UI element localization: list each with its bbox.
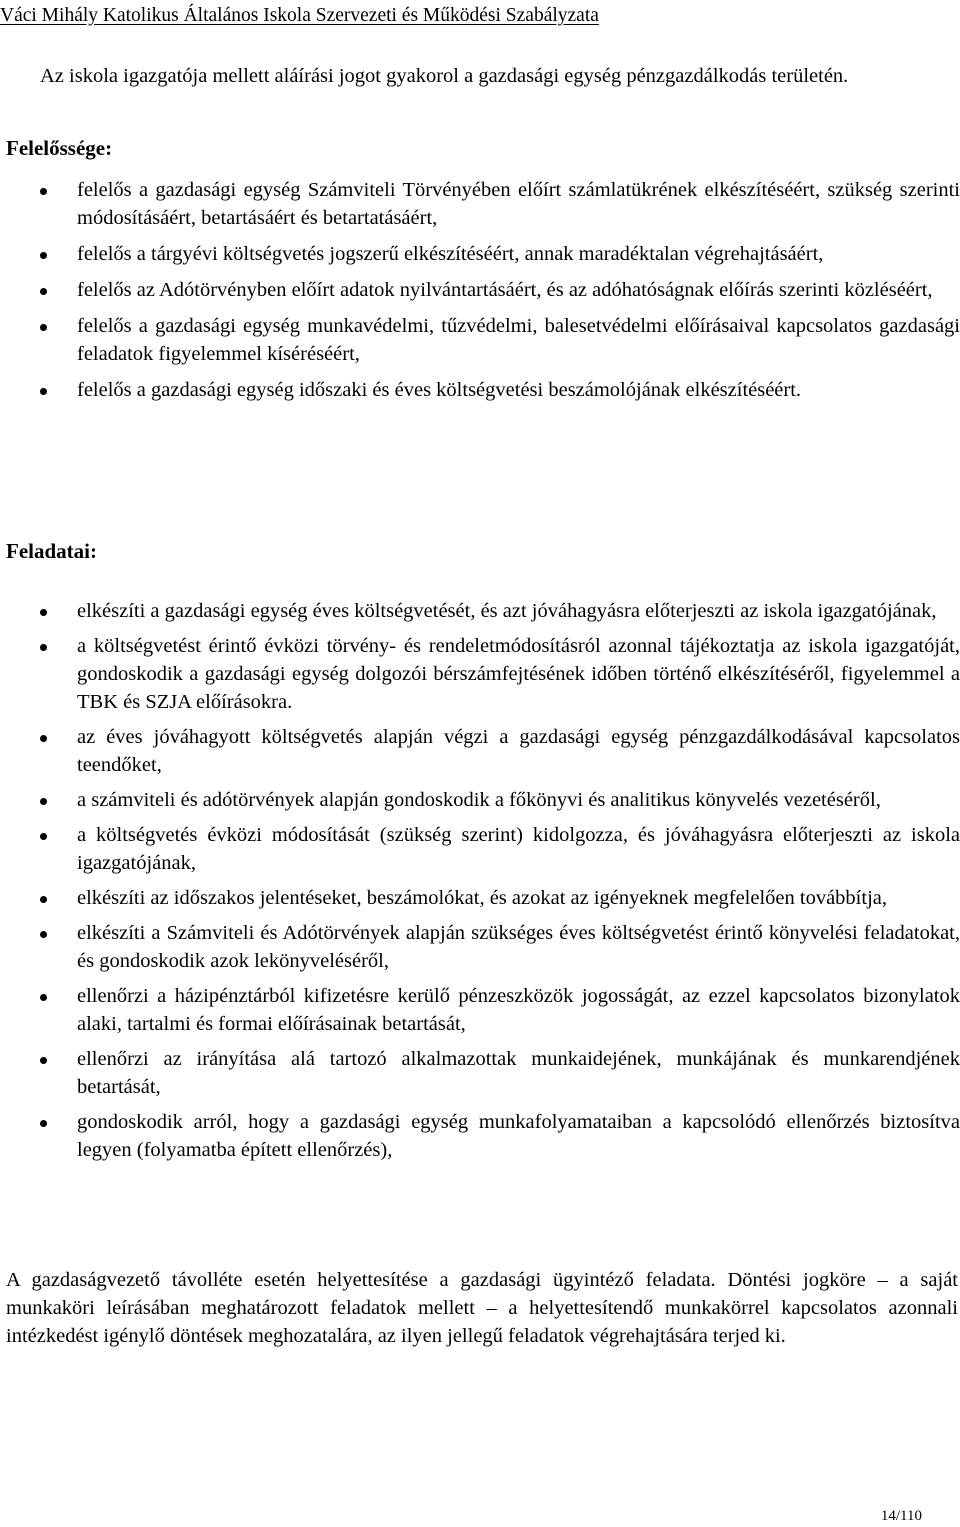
list-item: felelős a gazdasági egység időszaki és éves költségvetési beszámolójának elkészítéséért. (0, 376, 960, 404)
bullet-icon (40, 735, 47, 742)
tasks-heading: Feladatai: (6, 539, 97, 563)
bullet-icon (40, 994, 47, 1001)
list-item: ellenőrzi az irányítása alá tartozó alkalmazottak munkaidejének, munkájának és munkarendjének betartását, (0, 1045, 960, 1101)
list-item: felelős az Adótörvényben előírt adatok nyilvántartásáért, és az adóhatóságnak előírás szerinti közléséért, (0, 276, 960, 304)
list-item: a számviteli és adótörvények alapján gondoskodik a főkönyvi és analitikus könyvelés vezetéséről, (0, 786, 960, 814)
intro-paragraph: Az iskola igazgatója mellett aláírási jogot gyakorol a gazdasági egység pénzgazdálkodás területén. (40, 65, 849, 87)
bullet-icon (40, 798, 47, 805)
list-item: a költségvetés évközi módosítását (szükség szerint) kidolgozza, és jóváhagyásra előterjeszti az iskola igazgatójának, (0, 821, 960, 877)
list-item: gondoskodik arról, hogy a gazdasági egység munkafolyamataiban a kapcsolódó ellenőrzés biztosítva legyen (folyamatba épített ellenőrzés), (0, 1108, 960, 1164)
list-item: a költségvetést érintő évközi törvény- és rendeletmódosításról azonnal tájékoztatja az iskola igazgatóját, gondoskodik a gazdasági egység dolgozói bérszámfejtésének időben történő elkészítéséről, figyelemmel a TBK és SZJA előírásokra. (0, 632, 960, 716)
list-item: elkészíti a Számviteli és Adótörvények alapján szükséges éves költségvetést érintő könyvelési feladatokat, és gondoskodik azok lekönyveléséről, (0, 919, 960, 975)
responsibilities-list (0, 176, 960, 412)
bullet-icon (40, 609, 47, 616)
list-item: elkészíti a gazdasági egység éves költségvetését, és azt jóváhagyásra előterjeszti az iskola igazgatójának, (0, 597, 960, 625)
list-item: felelős a gazdasági egység munkavédelmi, tűzvédelmi, balesetvédelmi előírásaival kapcsolatos gazdasági feladatok figyelemmel kíséréséért, (0, 312, 960, 368)
bullet-icon (40, 1057, 47, 1064)
list-item: az éves jóváhagyott költségvetés alapján végzi a gazdasági egység pénzgazdálkodásával kapcsolatos teendőket, (0, 723, 960, 779)
bullet-icon (40, 1120, 47, 1127)
list-item: elkészíti az időszakos jelentéseket, beszámolókat, és azokat az igényeknek megfelelően továbbítja, (0, 884, 960, 912)
bullet-icon (40, 288, 47, 295)
list-item: felelős a tárgyévi költségvetés jogszerű elkészítéséért, annak maradéktalan végrehajtásáért, (0, 240, 960, 268)
bullet-icon (40, 388, 47, 395)
responsibilities-heading: Felelőssége: (6, 136, 113, 160)
page-number: 14/110 (880, 1508, 922, 1524)
list-item: ellenőrzi a házipénztárból kifizetésre kerülő pénzeszközök jogosságát, az ezzel kapcsolatos bizonylatok alaki, tartalmi és formai előírásainak betartását, (0, 982, 960, 1038)
bullet-icon (40, 896, 47, 903)
bullet-icon (40, 252, 47, 259)
bullet-icon (40, 188, 47, 195)
document-header (0, 4, 960, 28)
bullet-icon (40, 324, 47, 331)
bullet-icon (40, 931, 47, 938)
list-item: felelős a gazdasági egység Számviteli Törvényében előírt számlatükrének elkészítéséért, szükség szerinti módosításáért, betartásáért és betartatásáért, (0, 176, 960, 232)
closing-paragraph: A gazdaságvezető távolléte esetén helyettesítése a gazdasági ügyintéző feladata. Döntési jogköre – a saját munkaköri leírásában meghatározott feladatok mellett – a helyettesítendő munkakörrel kapcsolatos azonnali intézkedést igénylő döntések meghozatalára, az ilyen jellegű feladatok végrehajtására terjed ki. (6, 1269, 958, 1347)
tasks-list (0, 597, 960, 1171)
bullet-icon (40, 644, 47, 651)
header-title: Váci Mihály Katolikus Általános Iskola Szervezeti és Működési Szabályzata (0, 5, 599, 26)
bullet-icon (40, 833, 47, 840)
